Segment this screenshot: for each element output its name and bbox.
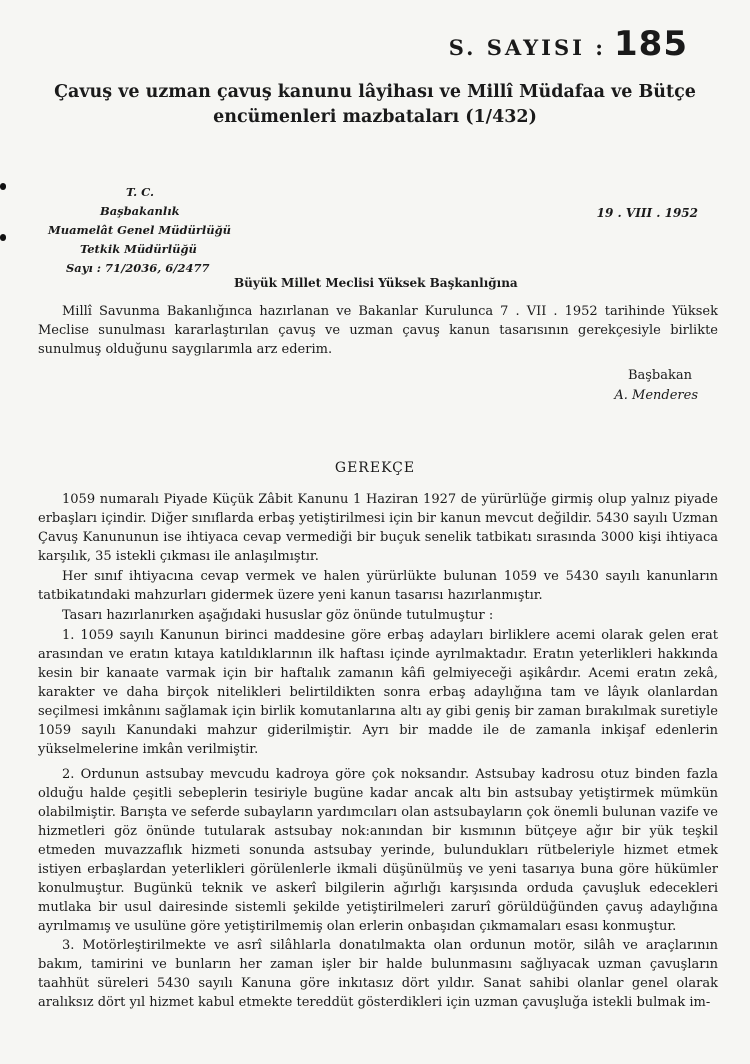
page-edge-mark (0, 234, 6, 241)
sender-line: Başbakanlık (100, 204, 180, 218)
paragraph: Tasarı hazırlanırken aşağıdaki hususlar göz önünde tutulmuştur : (62, 608, 494, 623)
numbered-paragraph: 1. 1059 sayılı Kanunun birinci maddesine göre erbaş adayları birliklere acemi olarak gelen erat arasından ve eratın kıtaya katıldıklarının ilk haftası içinde ayrılmaktadır. Eratın yeterlikleri hakkında kesin bir kanaate varmak için bir haftalık zamanın kâfi gelmiyeceği aşikârdır. Acemi eratın zekâ, karakter ve daha birçok nitelikleri belirtildikten sonra erbaş adaylığına tam ve lâyık olanlardan seçilmesi imkânını sağlamak için birlik komutanlarına altı ay gibi geniş bir zaman bırakılmak suretiyle 1059 sayılı Kanundaki mahzur giderilmiştir. Ayrı bir madde ile de zamanla inkişaf edenlerin yükselmelerine imkân verilmiştir. (38, 628, 718, 757)
sender-block (48, 183, 231, 278)
document-title (30, 80, 720, 130)
numbered-paragraph: 2. Ordunun astsubay mevcudu kadroya göre çok noksandır. Astsubay kadrosu otuz binden fazla olduğu halde çeşitli sebeplerin tesiriyle bugüne kadar ancak altı bin astsubay yetiştirmek mümkün olabilmiştir. Barışta ve seferde subayların yardımcıları olan astsubayların çok önemli bulunan vazife ve hizmetleri göz önünde tutularak astsubay nok:anından bir kısmının bütçeye ağır bir yük teşkil etmeden muvazzaflık hizmeti sonunda astsubay yerinde, bulundukları rütbeleriyle hizmet etmek istiyen erbaşlardan yeterlikleri görülenlerle ikmali düşünülmüş ve yeni tasarıya buna göre hükümler konulmuştur. Bugünkü teknik ve askerî bilgilerin ağırlığı karşısında orduda çavuşluk edecekleri mutlaka bir usul dairesinde sistemli şekilde yetiştirilmeleri zarurî görüldüğünden çavuş adaylığına ayrılmamış ve usulüne göre yetiştirilmemiş olan erlerin onbaşıdan çıkmamaları esası konmuştur. (38, 767, 718, 934)
paragraph: Her sınıf ihtiyacına cevap vermek ve halen yürürlükte bulunan 1059 ve 5430 sayılı kanunların tatbikatındaki mahzurları gidermek üzere yeni kanun tasarısı hazırlanmıştır. (38, 569, 718, 603)
issue-label: S. SAYISI : (448, 35, 607, 60)
sender-reference: Sayı : 71/2036, 6/2477 (66, 261, 210, 275)
issue-number: 185 (614, 24, 688, 64)
paragraph: 1059 numaralı Piyade Küçük Zâbit Kanunu 1 Haziran 1927 de yürürlüğe girmiş olup yalnız piyade erbaşları içindir. Diğer sınıflarda erbaş yetiştirilmesi için bir kanun mevcut değildir. 5430 sayılı Uzman Çavuş Kanununun ise ihtiyaca cevap vermediği bir buçuk senelik tatbikatı sırasında 3000 kişi ihtiyaca karşılık, 35 istekli çıkması ile anlaşılmıştır. (38, 492, 718, 564)
letter-date: 19 . VIII . 1952 (596, 206, 698, 220)
recipient-heading: Büyük Millet Meclisi Yüksek Başkanlığına (234, 276, 518, 290)
page-edge-mark (0, 183, 6, 190)
section-heading: GEREKÇE (334, 460, 416, 476)
document-title-line: Çavuş ve uzman çavuş kanunu lâyihası ve Millî Müdafaa ve Bütçe (54, 82, 696, 102)
numbered-paragraph: 3. Motörleştirilmekte ve asrî silâhlarla donatılmakta olan ordunun motör, silâh ve araçlarının bakım, tamirini ve bunların her zaman işler bir halde bulunmasını sağlıyacak uzman çavuşların taahhüt süreleri 5430 sayılı Kanuna göre inkıtasız dört yıldır. Sanat sahibi olanlar genel olarak aralıksız dört yıl hizmet kabul etmekte tereddüt gösterdikleri için uzman çavuşluğa istekli bulmak im- (38, 938, 718, 1010)
sender-line: Muamelât Genel Müdürlüğü (48, 223, 232, 237)
sender-line: Tetkik Müdürlüğü (80, 242, 197, 256)
letter-body: Millî Savunma Bakanlığınca hazırlanan ve Bakanlar Kurulunca 7 . VII . 1952 tarihinde Yüksek Meclise sunulması kararlaştırılan çavuş ve uzman çavuş kanun tasarısının gerekçesiyle birlikte sunulmuş olduğunu saygılarımla arz ederim. (38, 304, 718, 357)
sender-line: T. C. (126, 185, 155, 199)
signature-title: Başbakan (627, 368, 692, 383)
document-title-line: encümenleri mazbataları (1/432) (213, 107, 537, 127)
signature-name: A. Menderes (614, 388, 698, 403)
issue-number-header (449, 24, 688, 64)
